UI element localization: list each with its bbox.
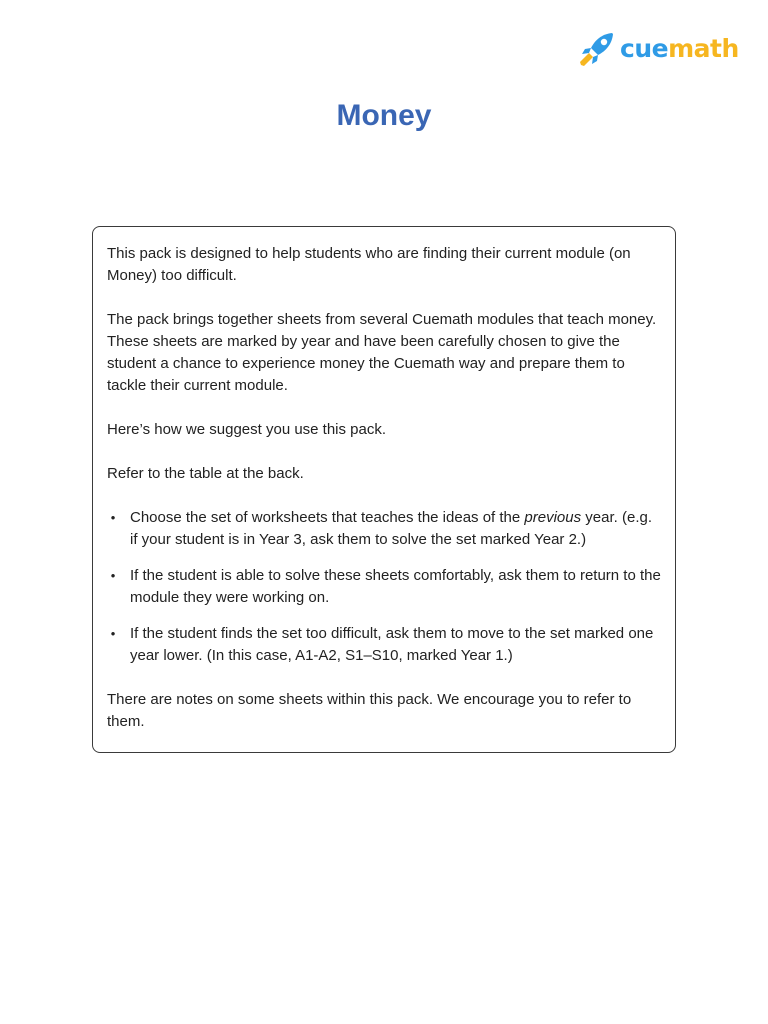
closing-paragraph: There are notes on some sheets within this pack. We encourage you to refer to them. bbox=[107, 691, 632, 730]
step-3-text: If the student finds the set too difficult, ask them to move to the set marked one year lower. (In this case, A1-A2, S1–S10, marked Year 1.) bbox=[130, 625, 654, 664]
brand-name-part-math: math bbox=[668, 33, 739, 63]
list-item bbox=[107, 507, 663, 551]
intro-paragraph-1: This pack is designed to help students who are finding their current module (on Money) too difficult. bbox=[107, 245, 631, 284]
page-title: Money bbox=[336, 99, 432, 132]
cuemath-logo bbox=[578, 26, 739, 70]
brand-name-part-cue: cue bbox=[620, 33, 669, 63]
step-1-text-before: Choose the set of worksheets that teaches the ideas of the bbox=[130, 509, 525, 526]
bullet-icon: • bbox=[110, 568, 116, 583]
list-item bbox=[107, 623, 663, 667]
step-2-text: If the student is able to solve these sheets comfortably, ask them to return to the module they were working on. bbox=[130, 567, 661, 606]
intro-paragraph-2: The pack brings together sheets from several Cuemath modules that teach money. These sheets are marked by year and have been carefully chosen to give the student a chance to experience money the Cuemath way and prepare them to tackle their current module. bbox=[107, 311, 657, 394]
bullet-icon: • bbox=[110, 510, 116, 525]
rocket-icon bbox=[578, 28, 618, 68]
steps-list bbox=[107, 507, 663, 667]
step-1-text-after: year. (e.g. if your student is in Year 3, ask them to solve the set marked Year 2.) bbox=[130, 509, 652, 548]
intro-paragraph-4: Refer to the table at the back. bbox=[107, 465, 304, 482]
brand-name bbox=[620, 33, 739, 63]
list-item bbox=[107, 565, 663, 609]
intro-paragraph-3: Here’s how we suggest you use this pack. bbox=[107, 421, 387, 438]
step-1-emphasis: previous bbox=[524, 509, 582, 526]
bullet-icon: • bbox=[110, 626, 116, 641]
instructions-box bbox=[92, 226, 676, 753]
